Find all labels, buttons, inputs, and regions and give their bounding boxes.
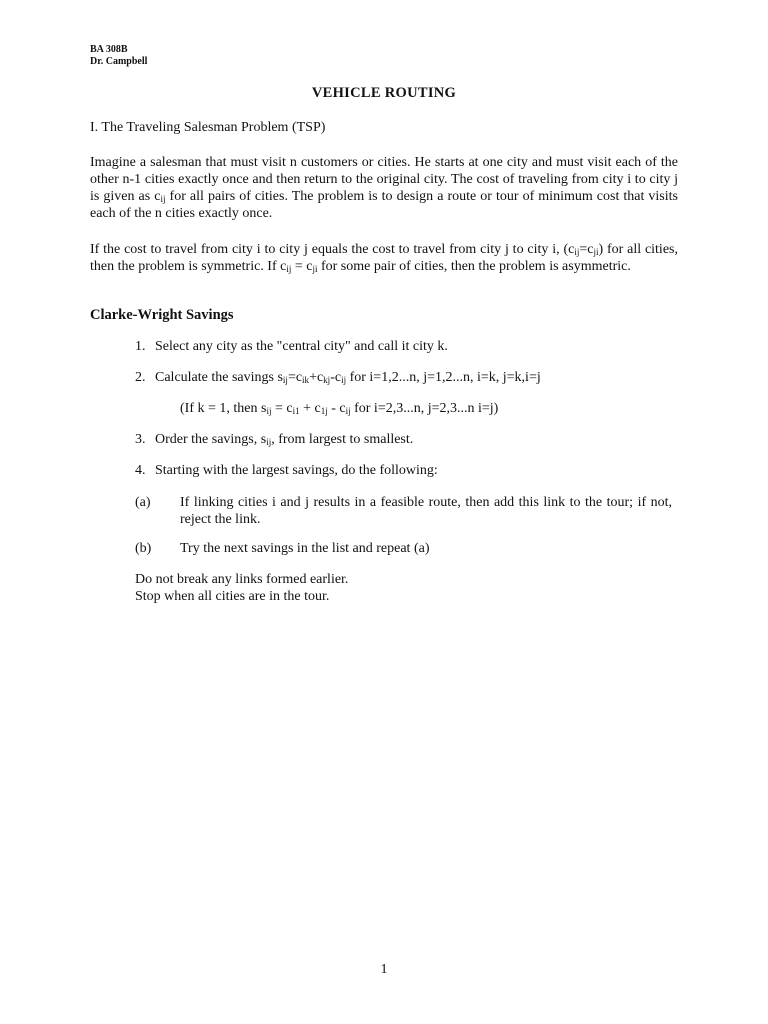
text-run: = c xyxy=(291,259,313,274)
step-2-example xyxy=(180,400,498,417)
text-run: , from largest to smallest. xyxy=(271,432,414,447)
step-text: Starting with the largest savings, do the following: xyxy=(155,463,438,478)
step-number: 1. xyxy=(135,339,146,354)
intro-text-tail: for all pairs of cities. The problem is to design a route or tour of minimum cost that visits each of the n cities exactly once. xyxy=(90,189,678,221)
step-number: 2. xyxy=(135,370,146,385)
symmetry-paragraph xyxy=(90,241,678,275)
text-run: =c xyxy=(287,370,303,385)
substep-a-label: (a) xyxy=(135,495,151,510)
step-text: Select any city as the "central city" and call it city k. xyxy=(155,339,448,354)
text-run: - c xyxy=(327,401,346,416)
subscript: ij xyxy=(341,375,347,385)
subscript: ij xyxy=(345,406,351,416)
text-run: for i=2,3...n, j=2,3...n i=j) xyxy=(350,401,499,416)
subscript: ij xyxy=(282,375,288,385)
substep-a-text: If linking cities i and j results in a feasible route, then add this link to the tour; if not, reject the link. xyxy=(180,495,672,527)
subscript: ji xyxy=(312,264,318,274)
section-heading: I. The Traveling Salesman Problem (TSP) xyxy=(90,120,326,135)
course-header xyxy=(90,44,147,68)
intro-text: Imagine a salesman that must visit n customers or cities. He starts at one city and must visit each of the other n-1 cities exactly once and then return to the original city. The cost of traveling from city i to city j is given as c xyxy=(90,155,678,204)
closing-line-1: Do not break any links formed earlier. xyxy=(135,572,349,587)
substep-b-text: Try the next savings in the list and repeat (a) xyxy=(180,541,430,556)
subscript: ij xyxy=(160,194,166,204)
text-run: Order the savings, s xyxy=(155,432,267,447)
subscript: ik xyxy=(302,375,310,385)
intro-paragraph xyxy=(90,154,678,222)
text-run: If the cost to travel from city i to city j equals the cost to travel from city j to city i, (c xyxy=(90,242,575,257)
step-1 xyxy=(135,338,448,355)
text-run: + c xyxy=(299,401,321,416)
text-run: = c xyxy=(271,401,293,416)
subscript: ij xyxy=(266,437,272,447)
step-number: 3. xyxy=(135,432,146,447)
subscript: ij xyxy=(574,247,580,257)
text-run: ) for all cities, then the problem is symmetric. If c xyxy=(90,242,678,274)
subscript: ji xyxy=(593,247,599,257)
instructor-name: Dr. Campbell xyxy=(90,56,148,67)
step-3 xyxy=(135,431,413,448)
step-number: 4. xyxy=(135,463,146,478)
closing-notes xyxy=(135,571,348,605)
subscript: ij xyxy=(286,264,292,274)
page-title: VEHICLE ROUTING xyxy=(311,85,457,101)
text-run: +c xyxy=(309,370,324,385)
closing-line-2: Stop when all cities are in the tour. xyxy=(135,589,330,604)
text-run: (If k = 1, then s xyxy=(180,401,267,416)
step-2 xyxy=(135,369,541,386)
method-subheading: Clarke-Wright Savings xyxy=(90,307,234,323)
text-run: -c xyxy=(330,370,342,385)
subscript: ij xyxy=(266,406,272,416)
subscript: kj xyxy=(323,375,331,385)
subscript: 1j xyxy=(320,406,328,416)
step-4 xyxy=(135,462,438,479)
text-run: =c xyxy=(579,242,594,257)
course-code: BA 308B xyxy=(90,44,128,55)
text-run: for i=1,2...n, j=1,2...n, i=k, j=k,i=j xyxy=(346,370,541,385)
subscript: i1 xyxy=(292,406,300,416)
text-run: for some pair of cities, then the problem is asymmetric. xyxy=(317,259,631,274)
substep-b-label: (b) xyxy=(135,541,152,556)
text-run: Calculate the savings s xyxy=(155,370,283,385)
page-number: 1 xyxy=(380,962,388,977)
